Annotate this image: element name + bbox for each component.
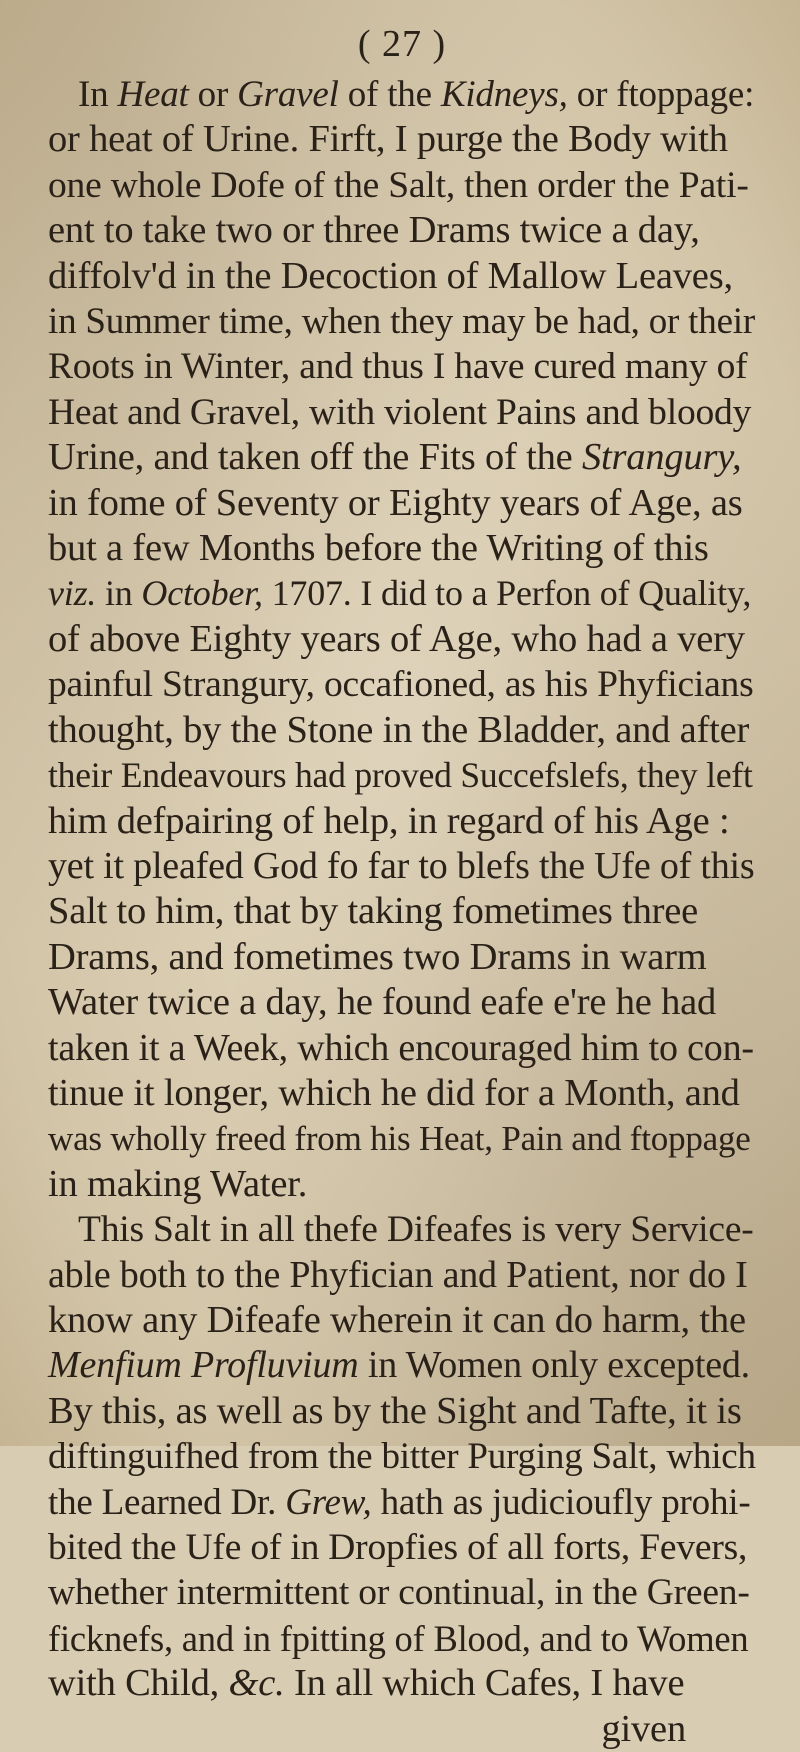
text-line: in fome of Seventy or Eighty years of Age, as	[48, 481, 743, 524]
text-line: Urine, and taken off the Fits of the Strangury,	[48, 436, 742, 479]
text-line: ent to take two or three Drams twice a day,	[48, 209, 700, 252]
text-line: ficknefs, and in fpitting of Blood, and to Women	[48, 1617, 749, 1659]
text-line: Drams, and fometimes two Drams in warm	[48, 935, 707, 978]
text-line: whether intermittent or continual, in the Green-	[48, 1572, 750, 1614]
text-line: him defpairing of help, in regard of his Age :	[48, 799, 730, 842]
text-line: in Summer time, when they may be had, or their	[48, 301, 755, 343]
text-line: Heat and Gravel, with violent Pains and bloody	[48, 391, 752, 433]
text-line: bited the Ufe of in Dropfies of all forts, Fevers,	[48, 1527, 748, 1568]
text-line: thought, by the Stone in the Bladder, and after	[48, 708, 750, 751]
text-line: yet it pleafed God fo far to blefs the Ufe of this	[48, 844, 755, 887]
text-line: was wholly freed from his Heat, Pain and ftoppage	[48, 1119, 751, 1159]
text-line: or heat of Urine. Firft, I purge the Body with	[48, 118, 728, 161]
text-line: know any Difeafe wherein it can do harm, the	[48, 1298, 746, 1341]
text-line: taken it a Week, which encouraged him to con-	[48, 1026, 754, 1069]
text-line: Roots in Winter, and thus I have cured many of	[48, 346, 748, 388]
text-line: By this, as well as by the Sight and Tafte, it is	[48, 1389, 742, 1432]
text-line: viz. in October, 1707. I did to a Perfon of Quality,	[48, 573, 752, 614]
text-line: In Heat or Gravel of the Kidneys, or ftoppage:	[78, 74, 755, 115]
text-line: painful Strangury, occafioned, as his Phyficians	[48, 664, 754, 706]
text-line: the Learned Dr. Grew, hath as judicioufly prohi-	[48, 1481, 751, 1523]
text-line: Water twice a day, he found eafe e're he had	[48, 981, 717, 1024]
text-line: diffolv'd in the Decoction of Mallow Leaves,	[48, 254, 733, 297]
text-line: of above Eighty years of Age, who had a very	[48, 617, 745, 660]
text-line: Salt to him, that by taking fometimes three	[48, 890, 699, 933]
text-line: in making Water.	[48, 1162, 308, 1205]
text-line: but a few Months before the Writing of this	[48, 527, 709, 570]
text-line: with Child, &c. In all which Cafes, I have	[48, 1662, 685, 1705]
text-line: one whole Dofe of the Salt, then order the Pati-	[48, 164, 749, 206]
catchword: given	[601, 1707, 686, 1750]
text-line: diftinguifhed from the bitter Purging Salt, which	[48, 1436, 756, 1478]
text-line: Menfium Profluvium in Women only excepted.	[48, 1344, 750, 1387]
text-line: their Endeavours had proved Succefslefs, they left	[48, 755, 753, 796]
body-text	[48, 72, 756, 1752]
text-line: able both to the Phyfician and Patient, nor do I	[48, 1253, 748, 1296]
text-line: This Salt in all thefe Difeafes is very Service-	[78, 1209, 754, 1251]
page-number: ( 27 )	[357, 23, 447, 65]
text-line: tinue it longer, which he did for a Month, and	[48, 1071, 740, 1114]
